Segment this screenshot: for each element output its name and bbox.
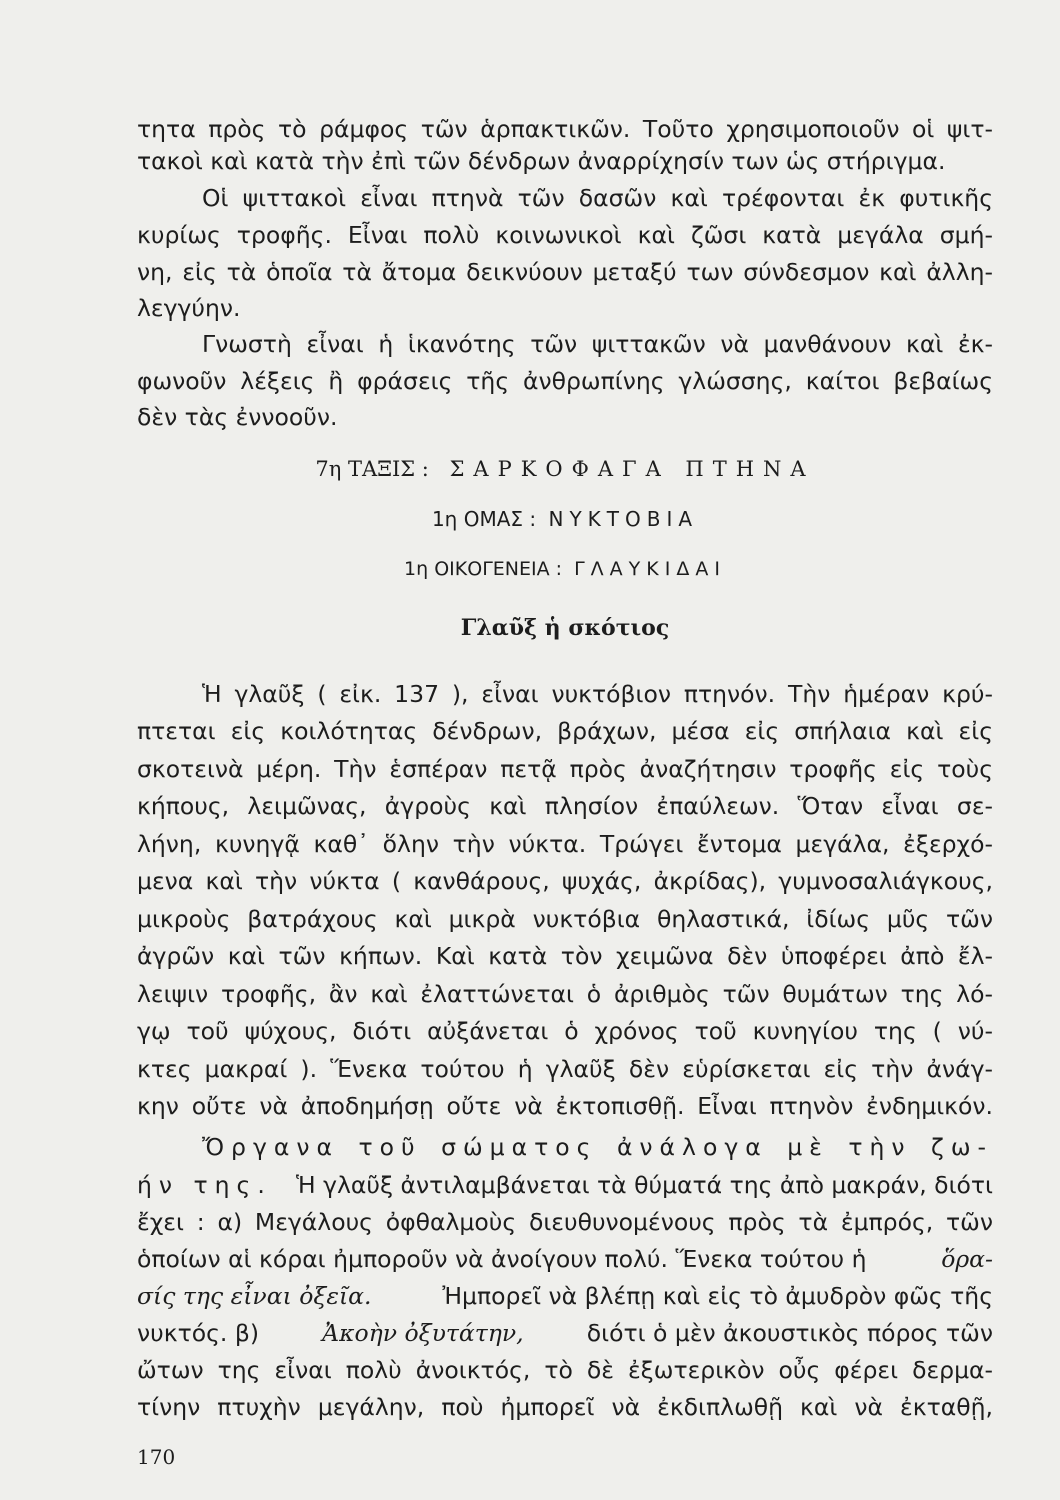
text-line: μικροὺς βατράχους καὶ μικρὰ νυκτόβια θηλαστικά, ἰδίως μῦς τῶν [137,905,993,933]
text-fragment: Ἡ γλαῦξ ἀντιλαμβάνεται τὰ θύματά της ἀπὸ μακράν, διότι [295,1171,993,1199]
omas-label: 1η ΟΜΑΣ : [431,507,537,531]
text-line [137,1245,993,1273]
text-line: ἔχει : α) Μεγάλους ὀφθαλμοὺς διευθυνομένους πρὸς τὰ ἐμπρός, τῶν [137,1208,993,1236]
text-line: φωνοῦν λέξεις ἢ φράσεις τῆς ἀνθρωπίνης γλώσσης, καίτοι βεβαίως [137,367,993,395]
oikogeneia-heading [137,555,993,583]
text-line: κήπους, λειμῶνας, ἀγροὺς καὶ πλησίον ἐπαύλεων. Ὅταν εἶναι σε- [137,792,993,820]
text-line: λεγγύην. [137,294,241,322]
text-fragment: διότι ὁ μὲν ἀκουστικὸς πόρος τῶν [586,1319,993,1347]
text-line: τητα πρὸς τὸ ράμφος τῶν ἁρπακτικῶν. Τοῦτο χρησιμοποιοῦν οἱ ψιτ- [137,115,993,143]
text-line: τίνην πτυχὴν μεγάλην, ποὺ ἠμπορεῖ νὰ ἐκδιπλωθῇ καὶ νὰ ἐκταθῇ, [137,1393,993,1421]
text-line: γῳ τοῦ ψύχους, διότι αὐξάνεται ὁ χρόνος τοῦ κυνηγίου της ( νύ- [137,1017,993,1045]
text-line: κυρίως τροφῆς. Εἶναι πολὺ κοινωνικοὶ καὶ ζῶσι κατὰ μεγάλα σμή- [137,221,993,249]
text-line: κην οὔτε νὰ ἀποδημήσῃ οὔτε νὰ ἐκτοπισθῇ. Εἶναι πτηνὸν ἐνδημικόν. [137,1092,993,1120]
text-line [137,1319,993,1347]
text-line: Ἡ γλαῦξ ( εἰκ. 137 ), εἶναι νυκτόβιον πτηνόν. Τὴν ἡμέραν κρύ- [202,680,993,708]
text-line: σκοτεινὰ μέρη. Τὴν ἑσπέραν πετᾷ πρὸς ἀναζήτησιν τροφῆς εἰς τοὺς [137,755,993,783]
taxis-name: ΣΑΡΚΟΦΑΓΑ ΠΤΗΝΑ [449,457,815,481]
oikogeneia-label: 1η ΟΙΚΟΓΕΝΕΙΑ : [404,558,563,580]
text-line [137,1282,993,1310]
text-line: λήνη, κυνηγᾷ καθ᾿ ὅλην τὴν νύκτα. Τρώγει ἔντομα μεγάλα, ἐξερχό- [137,830,993,858]
text-fragment: Ἠμπορεῖ νὰ βλέπῃ καὶ εἰς τὸ ἀμυδρὸν φῶς τῆς [442,1282,993,1310]
section-title: Γλαῦξ ἡ σκότιος [460,615,670,641]
omas-name: ΝΥΚΤΟΒΙΑ [548,507,699,531]
text-line: κτες μακραί ). Ἕνεκα τούτου ἡ γλαῦξ δὲν εὑρίσκεται εἰς τὴν ἀνάγ- [137,1055,993,1083]
text-line: Γνωστὴ εἶναι ἡ ἱκανότης τῶν ψιττακῶν νὰ μανθάνουν καὶ ἐκ- [202,330,993,358]
text-line: Οἱ ψιττακοὶ εἶναι πτηνὰ τῶν δασῶν καὶ τρέφονται ἐκ φυτικῆς [202,184,993,212]
taxis-heading [137,455,993,483]
text-fragment: ὁποίων αἱ κόραι ἠμποροῦν νὰ ἀνοίγουν πολύ. Ἕνεκα τούτου ἡ [137,1245,867,1273]
italic-fragment: σίς της εἶναι ὀξεῖα. [137,1282,372,1310]
italic-fragment: Ἀκοὴν ὀξυτάτην, [322,1319,524,1347]
text-line: δὲν τὰς ἐννοοῦν. [137,403,338,431]
text-fragment: νυκτός. β) [137,1319,259,1347]
spaced-fragment: ήν της. [137,1171,272,1199]
text-line: πτεται εἰς κοιλότητας δένδρων, βράχων, μέσα εἰς σπήλαια καὶ εἰς [137,717,993,745]
oikogeneia-name: ΓΛΑΥΚΙΔΑΙ [574,558,726,580]
text-line: ὤτων της εἶναι πολὺ ἀνοικτός, τὸ δὲ ἐξωτερικὸν οὖς φέρει δερμα- [137,1356,993,1384]
text-line: τακοὶ καὶ κατὰ τὴν ἐπὶ τῶν δένδρων ἀναρρίχησίν των ὡς στήριγμα. [137,147,946,175]
omas-heading [137,505,993,533]
text-line-spaced: Ὄργανα τοῦ σώματος ἀνάλογα μὲ τὴν ζω- [202,1133,993,1161]
taxis-label: 7η ΤΑΞΙΣ : [315,457,429,481]
page-number: 170 [137,1445,176,1469]
italic-fragment: ὅρα- [941,1245,993,1273]
text-line: ἀγρῶν καὶ τῶν κήπων. Καὶ κατὰ τὸν χειμῶνα δὲν ὑποφέρει ἀπὸ ἔλ- [137,942,993,970]
text-line [137,1171,993,1199]
text-line: μενα καὶ τὴν νύκτα ( κανθάρους, ψυχάς, ἀκρίδας), γυμνοσαλιάγκους, [137,867,993,895]
text-line: λειψιν τροφῆς, ἂν καὶ ἐλαττώνεται ὁ ἀριθμὸς τῶν θυμάτων της λό- [137,980,993,1008]
text-line: νη, εἰς τὰ ὁποῖα τὰ ἄτομα δεικνύουν μεταξύ των σύνδεσμον καὶ ἀλλη- [137,258,993,286]
